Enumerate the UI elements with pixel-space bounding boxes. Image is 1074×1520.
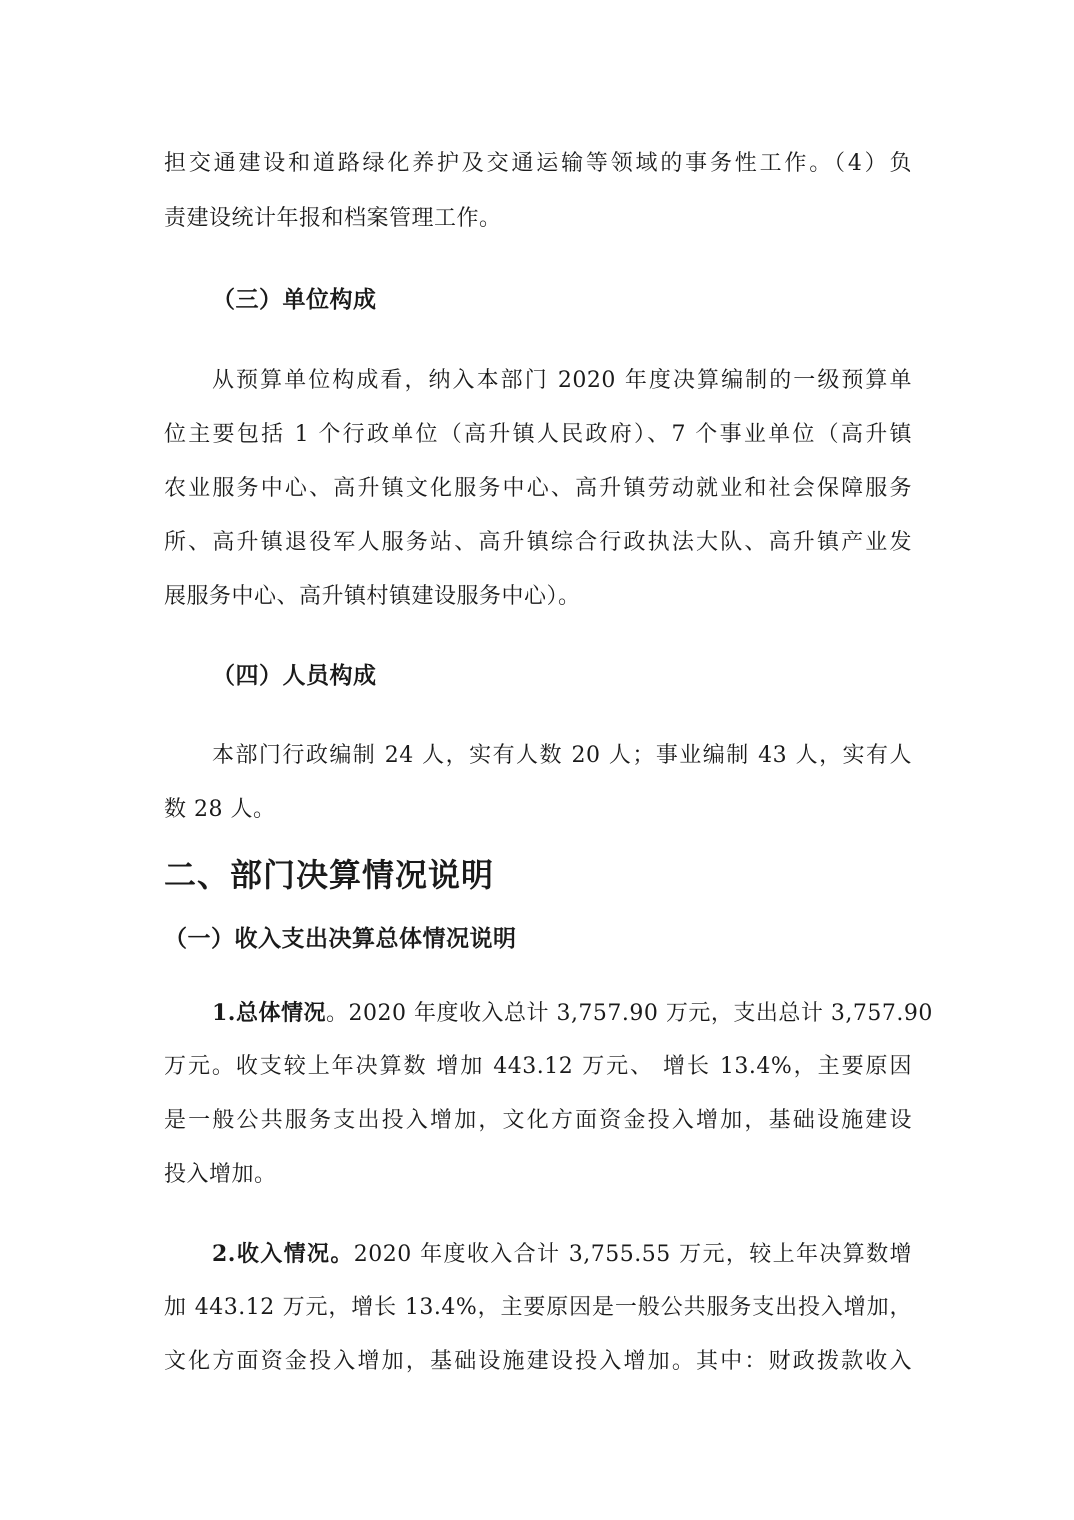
staff-line-1: 本部门行政编制 24 人，实有人数 20 人；事业编制 43 人，实有人 (212, 743, 912, 768)
units-line-3: 农业服务中心、高升镇文化服务中心、高升镇劳动就业和社会保障服务 (164, 476, 912, 501)
duty-line-1: 担交通建设和道路绿化养护及交通运输等领域的事务性工作。（4）负 (164, 151, 912, 176)
overall-line-3: 是一般公共服务支出投入增加，文化方面资金投入增加，基础设施建设 (164, 1108, 912, 1133)
staff-line-2: 数 28 人。 (164, 797, 276, 822)
units-line-2: 位主要包括 1 个行政单位（高升镇人民政府）、7 个事业单位（高升镇 (164, 422, 912, 447)
overall-line-1 (164, 999, 933, 1028)
income-line-1-text: 2020 年度收入合计 3,755.55 万元，较上年决算数增 (353, 1242, 912, 1267)
section-heading-units: （三）单位构成 (212, 286, 377, 313)
chapter-subtitle: （一）收入支出决算总体情况说明 (164, 925, 517, 952)
overall-line-4: 投入增加。 (164, 1162, 277, 1187)
overall-line-2: 万元。收支较上年决算数 增加 443.12 万元、 增长 13.4%，主要原因 (164, 1054, 912, 1079)
section-heading-staff: （四）人员构成 (212, 662, 377, 689)
overall-line-1-text: 。2020 年度收入总计 3,757.90 万元，支出总计 3,757.90 (325, 1001, 933, 1026)
income-line-1 (164, 1240, 912, 1269)
income-label: 2.收入情况。 (212, 1241, 354, 1267)
chapter-title: 二、部门决算情况说明 (164, 856, 495, 894)
units-line-1: 从预算单位构成看，纳入本部门 2020 年度决算编制的一级预算单 (212, 368, 912, 393)
units-line-4: 所、高升镇退役军人服务站、高升镇综合行政执法大队、高升镇产业发 (164, 530, 912, 555)
income-line-3: 文化方面资金投入增加，基础设施建设投入增加。其中：财政拨款收入 (164, 1349, 912, 1374)
income-line-2: 加 443.12 万元，增长 13.4%，主要原因是一般公共服务支出投入增加， (164, 1295, 912, 1320)
units-line-5: 展服务中心、高升镇村镇建设服务中心）。 (164, 584, 581, 609)
duty-line-2: 责建设统计年报和档案管理工作。 (164, 206, 502, 231)
overall-label: 1.总体情况 (212, 1000, 326, 1026)
